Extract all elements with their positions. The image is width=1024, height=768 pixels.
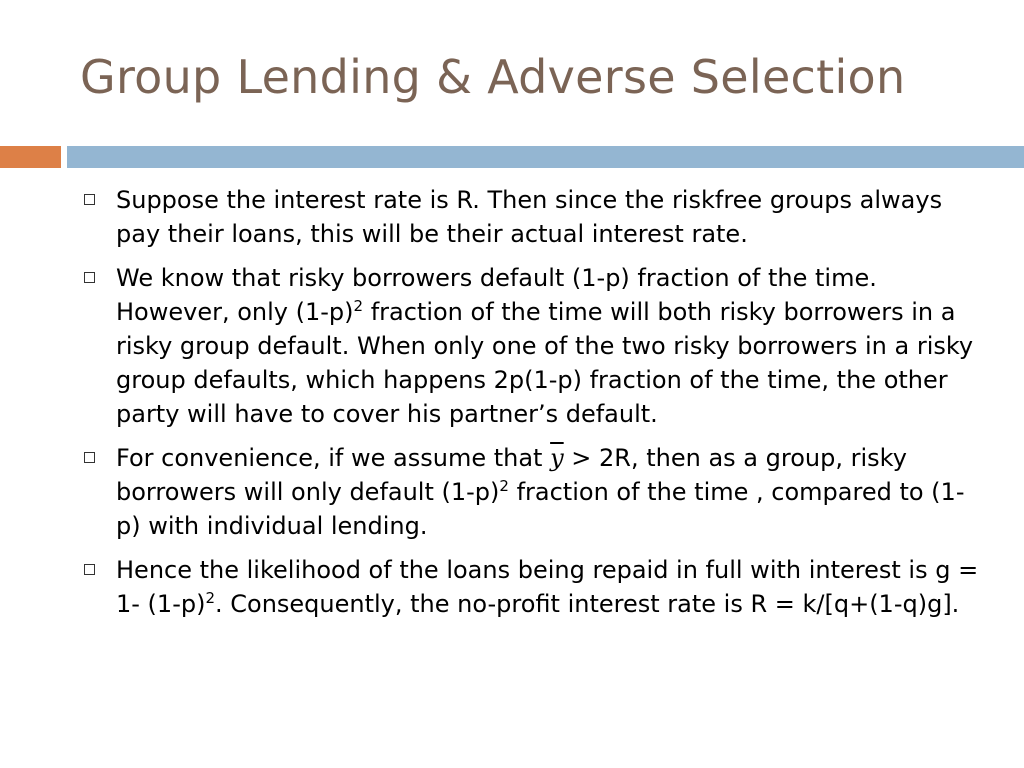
square-bullet-icon <box>84 194 95 205</box>
bullet-text-segment: We know that risky borrowers default (1-p) fraction of the time. However, only (1-p) <box>116 264 877 326</box>
bullet-text <box>116 553 980 621</box>
math-variable-y-bar: $\overline{y}$ <box>550 444 564 472</box>
bullet-text <box>116 441 980 543</box>
superscript: 2 <box>205 589 215 607</box>
bullet-text-segment: . Consequently, the no-profit interest rate is R = k/[q+(1-q)g]. <box>215 590 960 618</box>
bullet-text <box>116 183 980 251</box>
square-bullet-icon <box>84 564 95 575</box>
superscript: 2 <box>353 297 364 315</box>
bullet-text-segment: Suppose the interest rate is R. Then since the riskfree groups always pay their loans, this will be their actual interest rate. <box>116 186 943 248</box>
accent-bar-orange <box>0 146 61 168</box>
accent-bar-blue <box>67 146 1024 168</box>
bullet-item <box>80 553 980 621</box>
bullet-text-segment: fraction of the time will both risky borrowers in a risky group default. When only one of the two risky borrowers in a risky group defaults, which happens 2p(1-p) fraction of the time, the other party will have to cover his partner’s default. <box>116 298 974 428</box>
bullet-text-segment: Hence the likelihood of the loans being repaid in full with interest is g = 1- (1-p) <box>116 556 979 618</box>
bullet-item <box>80 183 980 251</box>
square-bullet-icon <box>84 452 95 463</box>
bullet-text-segment: > 2R, then as a group, risky borrowers will only default (1-p) <box>116 444 907 506</box>
bullet-list <box>80 183 980 631</box>
square-bullet-icon <box>84 272 95 283</box>
bullet-text-segment: fraction of the time , compared to (1-p) with individual lending. <box>116 478 965 540</box>
superscript: 2 <box>499 477 509 495</box>
slide-title: Group Lending & Adverse Selection <box>80 50 906 104</box>
bullet-text-segment: For convenience, if we assume that <box>116 444 551 472</box>
bullet-item <box>80 441 980 543</box>
bullet-text <box>116 261 980 431</box>
bullet-item <box>80 261 980 431</box>
